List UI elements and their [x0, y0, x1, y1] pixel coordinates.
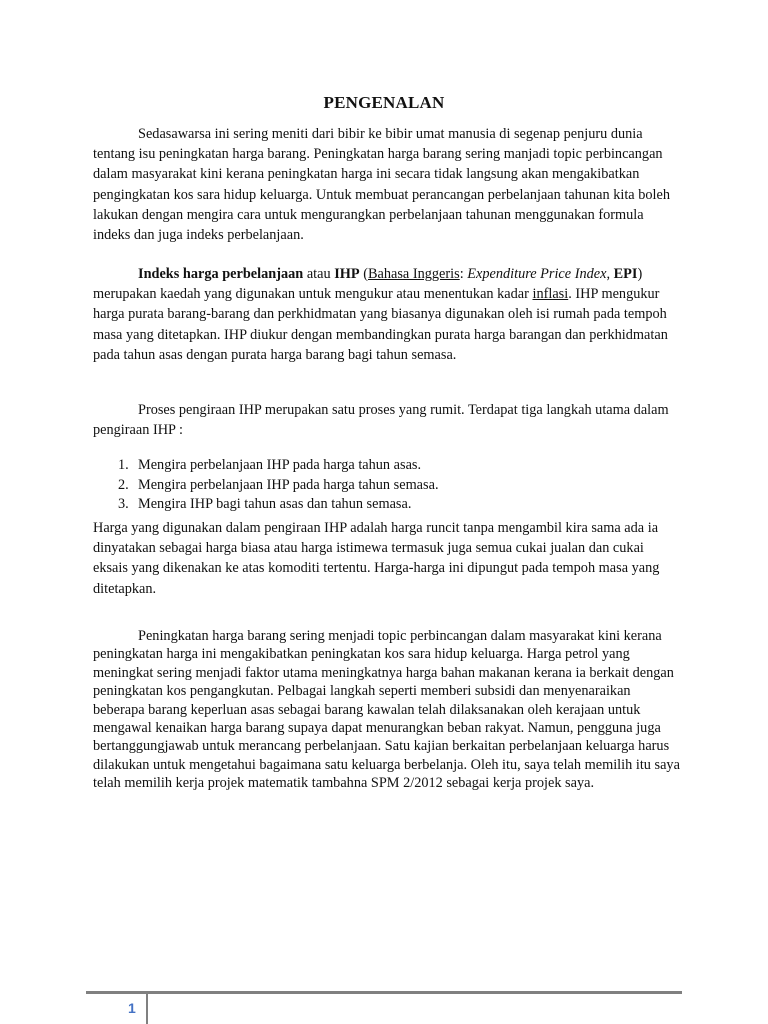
list-item: [93, 456, 681, 476]
paragraph-process-text: Proses pengiraan IHP merupakan satu proses yang rumit. Terdapat tiga langkah utama dalam pengiraan IHP :: [93, 402, 669, 439]
english-term: Expenditure Price Index: [467, 266, 607, 282]
list-item-text: Mengira IHP bagi tahun asas dan tahun semasa.: [138, 496, 412, 513]
paragraph-intro: [93, 124, 681, 245]
inflation-link[interactable]: inflasi: [532, 286, 569, 303]
paragraph-conclusion: [93, 627, 681, 793]
page-number: 1: [128, 1000, 136, 1016]
paragraph-intro-text: Sedasawarsa ini sering meniti dari bibir ke bibir umat manusia di segenap penjuru dunia tentang isu peningkatan harga barang. Peningkatan harga barang sering manjadi topic perbincangan dalam masyarakat kini kerana peningkatan harga ini secara tidak langsung akan mengakibatkan pengingkatan kos sara hidup keluarga. Untuk membuat perancangan perbelanjaan tahunan kita boleh lakukan dengan mengira cara untuk mengurangkan perbelanjaan tahunan menggunakan formula indeks dan juga indeks perbelanjaan.: [93, 126, 670, 244]
list-item-number: 1.: [118, 457, 129, 473]
steps-list: [93, 456, 681, 515]
page-title: PENGENALAN: [323, 93, 445, 112]
text-atau: atau: [303, 266, 335, 282]
paragraph-prices: [93, 518, 681, 599]
footer-divider: [146, 993, 148, 1024]
colon: :: [459, 266, 468, 282]
paragraph-definition: [93, 264, 681, 365]
definition-text: ) merupakan kaedah yang digunakan untuk mengukur atau menentukan kadar: [93, 266, 643, 303]
list-item-text: Mengira perbelanjaan IHP pada harga tahun asas.: [138, 457, 422, 473]
list-item-text: Mengira perbelanjaan IHP pada harga tahun semasa.: [138, 476, 439, 493]
paragraph-conclusion-text: Peningkatan harga barang sering menjadi topic perbincangan dalam masyarakat kini kerana peningkatan harga ini mengakibatkan peningkatan kos sara hidup keluarga. Harga petrol yang meningkat sering menjadi faktor utama meningkatnya harga bahan makanan kerana ia berkait dengan peningkatan kos pengangkutan. Pelbagai langkah seperti memberi subsidi dan menyenaraikan beberapa barang keperluan asas sebagai barang kawalan telah dilaksanakan oleh kerajaan untuk mengawal kenaikan harga barang supaya dapat menurangkan beban rakyat. Namun, pengguna juga bertanggungjawab untuk merancang perbelanjaan. Satu kajian berkaitan perbelanjaan keluarga harus dilakukan untuk mengetahui bagaimana satu keluarga berbelanja. Oleh itu, saya telah memilih itu saya telah memilih kerja projek matematik tambahna SPM 2/2012 sebagai kerja projek saya.: [93, 628, 680, 792]
paragraph-prices-text: Harga yang digunakan dalam pengiraan IHP adalah harga runcit tanpa mengambil kira sama ada ia dinyatakan sebagai harga biasa atau harga istimewa termasuk juga semua cukai jualan dan cukai eksais yang dikenakan ke atas komoditi tertentu. Harga-harga ini dipungut pada tempoh masa yang ditetapkan.: [93, 520, 660, 597]
list-item-number: 2.: [118, 476, 129, 493]
paragraph-process: [93, 400, 681, 440]
open-paren: (: [359, 266, 368, 282]
footer-rule: [86, 991, 682, 994]
list-item: [93, 495, 681, 515]
language-link[interactable]: Bahasa Inggeris: [367, 266, 460, 282]
comma: ,: [606, 266, 614, 282]
english-abbr: EPI: [613, 266, 638, 282]
term-bold: Indeks harga perbelanjaan: [138, 266, 304, 282]
abbr-bold: IHP: [334, 266, 360, 282]
definition-text-cont: . IHP mengukur harga purata barang-barang dan perkhidmatan yang biasanya digunakan oleh isi rumah pada tempoh masa yang ditetapkan. IHP diukur dengan membandingkan purata harga barangan dan perkhidmatan pada tahun asas dengan purata harga barang bagi tahun semasa.: [93, 286, 668, 363]
list-item: [93, 476, 681, 496]
list-item-number: 3.: [118, 496, 129, 513]
